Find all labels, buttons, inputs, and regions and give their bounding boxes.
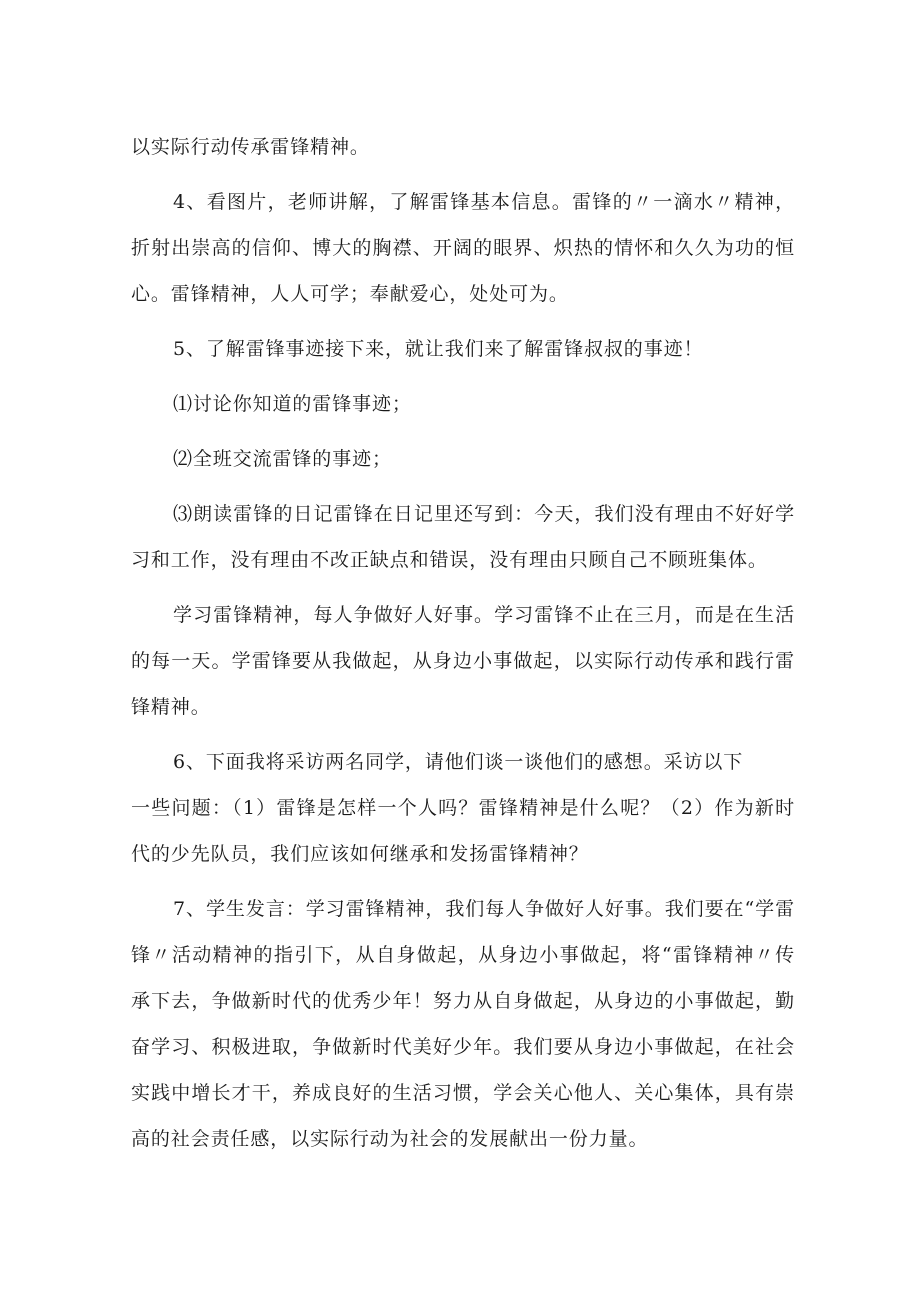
paragraph-item-4: 4、看图片，老师讲解，了解雷锋基本信息。雷锋的〃一滴水〃精神，折射出崇高的信仰、博大的胸襟、开阔的眼界、炽热的情怀和久久为功的恒心。雷锋精神，人人可学；奉献爱心，处处可为。	[131, 191, 795, 305]
paragraph-item-6-first-line: 6、下面我将采访两名同学，请他们谈一谈他们的感想。采访以下	[173, 751, 744, 773]
paragraph-subitem-2: ⑵全班交流雷锋的事迹；	[173, 448, 392, 470]
paragraph-item-5: 5、了解雷锋事迹接下来，就让我们来了解雷锋叔叔的事迹！	[173, 338, 704, 360]
paragraph-item-7: 7、学生发言：学习雷锋精神，我们每人争做好人好事。我们要在“学雷锋〃活动精神的指引下，从自身做起，从身边小事做起，将“雷锋精神〃传承下去，争做新时代的优秀少年！努力从自身做起，从身边的小事做起，勤奋学习、积极进取，争做新时代美好少年。我们要从身边小事做起，在社会实践中增长才干，养成良好的生活习惯，学会关心他人、关心集体，具有崇高的社会责任感，以实际行动为社会的发展献出一份力量。	[131, 898, 795, 1150]
paragraph-continuation: 以实际行动传承雷锋精神。	[131, 136, 370, 158]
paragraph-subitem-1: ⑴讨论你知道的雷锋事迹；	[173, 393, 412, 415]
document-body	[131, 124, 795, 1171]
paragraph-item-6-questions: 一些问题：（1）雷锋是怎样一个人吗？雷锋精神是什么呢？（2）作为新时代的少先队员，我们应该如何继承和发扬雷锋精神？	[131, 797, 795, 865]
paragraph-learn-leifeng: 学习雷锋精神，每人争做好人好事。学习雷锋不止在三月，而是在生活的每一天。学雷锋要从我做起，从身边小事做起，以实际行动传承和践行雷锋精神。	[131, 604, 795, 718]
paragraph-subitem-3: ⑶朗读雷锋的日记雷锋在日记里还写到：今天，我们没有理由不好好学习和工作，没有理由不改正缺点和错误，没有理由只顾自己不顾班集体。	[131, 503, 795, 571]
